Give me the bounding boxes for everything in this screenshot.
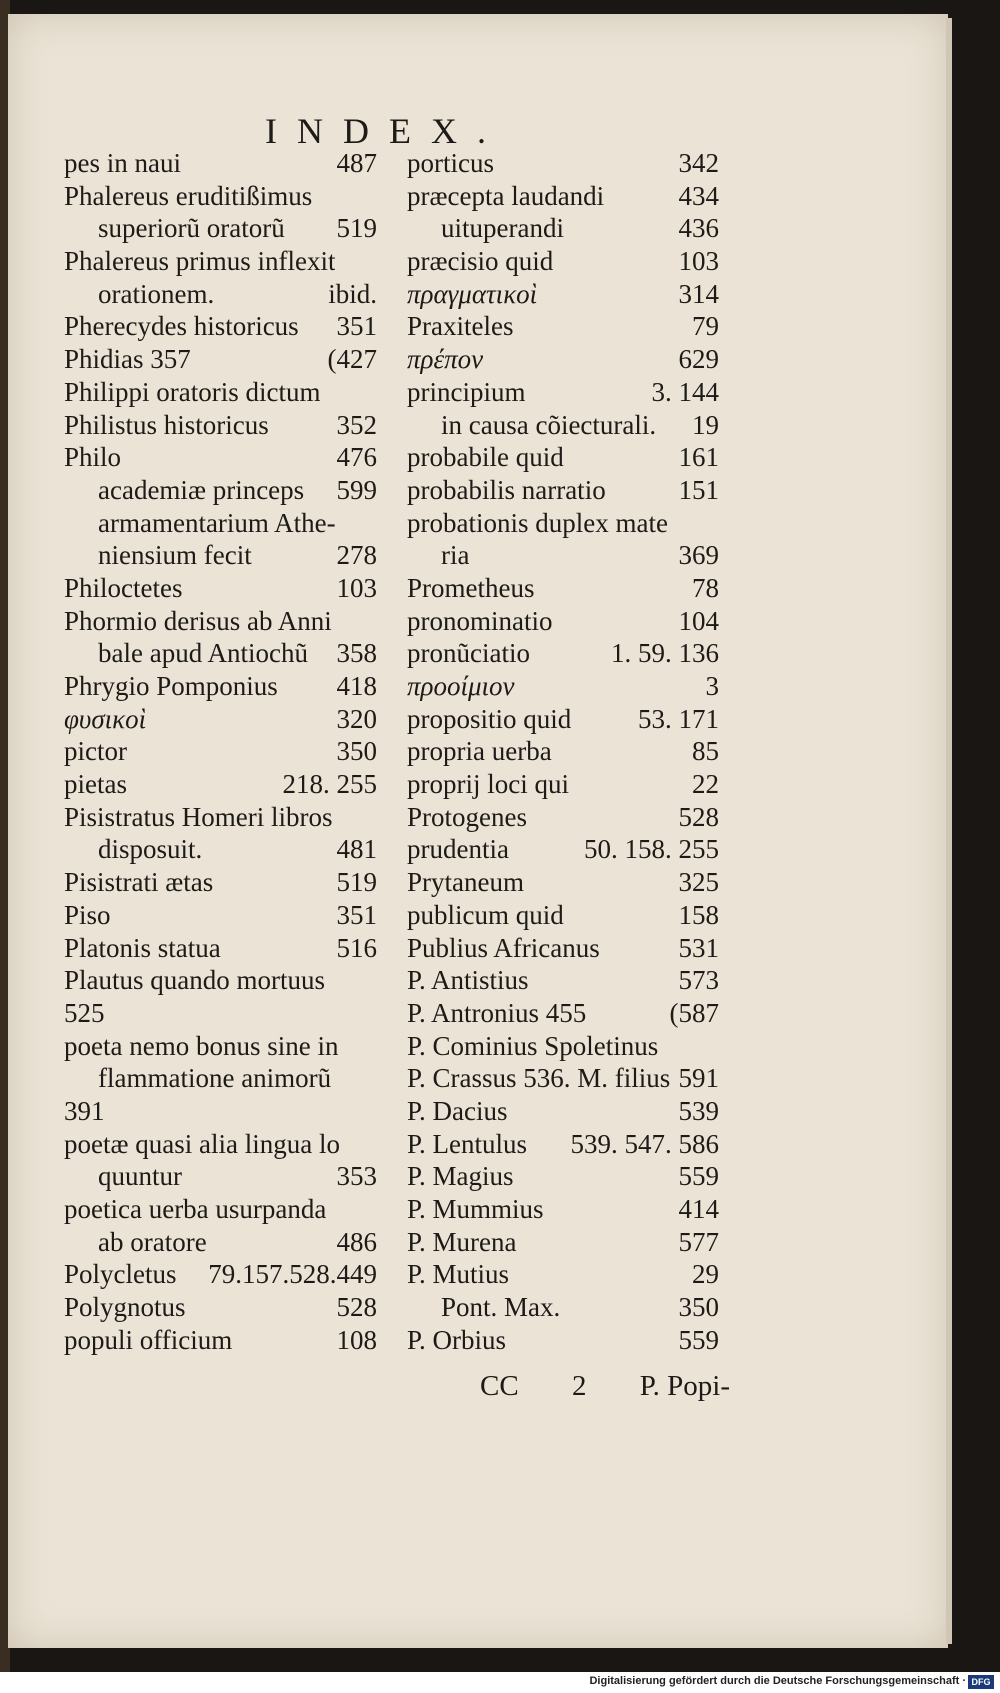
entry-term: Pont. Max. xyxy=(441,1292,561,1323)
entry-page-ref: 591 xyxy=(678,1063,719,1094)
entry-page-ref: 325 xyxy=(678,867,719,898)
entry-term: Pisistratus Homeri libros xyxy=(64,801,333,832)
entry-term: Publius Africanus xyxy=(407,932,600,963)
index-entry xyxy=(407,997,719,1030)
entry-term: poetæ quasi alia lingua lo xyxy=(64,1128,340,1159)
entry-term: uituperandi xyxy=(441,213,564,244)
index-column-right xyxy=(407,147,719,1356)
index-entry xyxy=(64,539,377,572)
entry-term: publicum quid xyxy=(407,899,564,930)
index-entry xyxy=(64,670,377,703)
index-entry xyxy=(64,1193,377,1226)
index-entry xyxy=(64,899,377,932)
index-entry xyxy=(407,147,719,180)
entry-page-ref: 519 xyxy=(336,213,377,244)
entry-page-ref: 218. 255 xyxy=(282,769,377,800)
entry-page-ref: 161 xyxy=(678,442,719,473)
entry-page-ref: 528 xyxy=(336,1292,377,1323)
index-entry xyxy=(64,833,377,866)
catchline xyxy=(480,1370,730,1403)
index-entry xyxy=(407,605,719,638)
page-header: INDEX. xyxy=(265,111,506,151)
index-entry xyxy=(64,997,377,1030)
entry-term: disposuit. xyxy=(98,834,203,865)
entry-term: poetica uerba usurpanda xyxy=(64,1194,327,1224)
entry-page-ref: 487 xyxy=(336,148,377,178)
entry-page-ref: 50. 158. 255 xyxy=(584,834,719,865)
entry-page-ref: 481 xyxy=(336,834,377,865)
index-entry xyxy=(407,1160,719,1193)
index-entry xyxy=(407,768,719,801)
index-entry xyxy=(407,670,719,703)
entry-term: in causa cõiecturali. xyxy=(441,409,657,440)
entry-page-ref: 434 xyxy=(678,180,719,211)
entry-term: pietas xyxy=(64,769,127,800)
entry-term: populi officium xyxy=(64,1324,233,1355)
entry-term: 391 xyxy=(64,1095,105,1126)
footer-bar xyxy=(0,1672,1000,1693)
entry-term: probationis duplex mate xyxy=(407,507,668,538)
index-entry xyxy=(64,474,377,507)
entry-page-ref: 103 xyxy=(336,572,377,603)
entry-page-ref: 528 xyxy=(678,801,719,832)
entry-term: principium xyxy=(407,376,526,407)
entry-term: præcisio quid xyxy=(407,246,554,277)
index-entry xyxy=(407,180,719,213)
entry-term: πρέπον xyxy=(407,344,484,375)
entry-page-ref: 29 xyxy=(692,1259,719,1290)
entry-term: P. Crassus 536. M. filius xyxy=(407,1063,671,1094)
entry-term: Phormio derisus ab Anni xyxy=(64,605,332,636)
index-entry xyxy=(64,212,377,245)
index-entry xyxy=(64,1128,377,1161)
entry-term: προοίμιον xyxy=(407,671,515,701)
index-entry xyxy=(407,1128,719,1161)
index-entry xyxy=(64,1030,377,1063)
entry-page-ref: 436 xyxy=(678,213,719,244)
index-entry xyxy=(407,212,719,245)
entry-term: Piso xyxy=(64,899,111,930)
entry-page-ref: 573 xyxy=(678,965,719,996)
entry-page-ref: 108 xyxy=(336,1324,377,1355)
entry-page-ref: 352 xyxy=(336,409,377,440)
entry-page-ref: 358 xyxy=(336,638,377,669)
index-entry xyxy=(64,245,377,278)
entry-page-ref: 103 xyxy=(678,246,719,277)
entry-page-ref: 79 xyxy=(692,311,719,342)
entry-page-ref: 350 xyxy=(336,736,377,767)
entry-page-ref: 320 xyxy=(336,703,377,734)
entry-page-ref: 539 xyxy=(678,1095,719,1126)
entry-term: Platonis statua xyxy=(64,932,221,963)
entry-page-ref: 350 xyxy=(678,1292,719,1323)
entry-term: Prometheus xyxy=(407,572,535,603)
entry-term: propria uerba xyxy=(407,736,552,767)
entry-term: ab oratore xyxy=(98,1226,207,1257)
entry-page-ref: 516 xyxy=(336,932,377,963)
index-entry xyxy=(407,507,719,540)
index-entry xyxy=(407,409,719,442)
entry-page-ref: 79.157.528.449 xyxy=(208,1259,377,1290)
entry-page-ref: (427 xyxy=(327,344,377,375)
index-entry xyxy=(407,932,719,965)
index-entry xyxy=(64,441,377,474)
entry-page-ref: 3. 144 xyxy=(651,376,719,407)
index-entry xyxy=(407,376,719,409)
index-entry xyxy=(407,245,719,278)
entry-term: P. Antistius xyxy=(407,965,529,996)
entry-page-ref: 353 xyxy=(336,1161,377,1192)
entry-term: P. Murena xyxy=(407,1226,517,1257)
index-entry xyxy=(64,278,377,311)
entry-page-ref: 539. 547. 586 xyxy=(570,1128,719,1159)
index-column-left xyxy=(64,147,377,1356)
entry-page-ref: 53. 171 xyxy=(638,703,719,734)
entry-term: Phalereus primus inflexit xyxy=(64,246,336,277)
entry-page-ref: 476 xyxy=(336,442,377,473)
signature-mark: CC xyxy=(480,1370,519,1402)
entry-term: Philoctetes xyxy=(64,572,183,603)
entry-term: P. Lentulus xyxy=(407,1128,528,1159)
entry-page-ref: 151 xyxy=(678,474,719,505)
entry-term: bale apud Antiochũ xyxy=(98,638,308,669)
index-entry xyxy=(407,1324,719,1357)
entry-page-ref: 629 xyxy=(678,344,719,375)
index-entry xyxy=(407,310,719,343)
entry-term: armamentarium Athe- xyxy=(98,507,336,538)
entry-term: Protogenes xyxy=(407,801,527,832)
entry-term: pictor xyxy=(64,736,127,767)
index-entry xyxy=(407,441,719,474)
leaf-number: 2 xyxy=(571,1370,587,1402)
index-entry xyxy=(407,474,719,507)
index-entry xyxy=(64,703,377,736)
entry-page-ref: 519 xyxy=(336,867,377,898)
entry-term: pronũciatio xyxy=(407,638,530,669)
entry-term: 525 xyxy=(64,997,105,1028)
index-entry xyxy=(407,703,719,736)
entry-term: poeta nemo bonus sine in xyxy=(64,1030,339,1061)
index-entry xyxy=(407,735,719,768)
entry-term: porticus xyxy=(407,148,494,178)
entry-term: Pherecydes historicus xyxy=(64,311,299,342)
entry-term: Praxiteles xyxy=(407,311,514,342)
footer-credit: Digitalisierung gefördert durch die Deutsche Forschungsgemeinschaft · xyxy=(589,1675,966,1687)
entry-term: orationem. xyxy=(98,278,215,309)
entry-term: πραγματικοὶ xyxy=(407,278,538,309)
entry-page-ref: 559 xyxy=(678,1324,719,1355)
entry-page-ref: 158 xyxy=(678,899,719,930)
index-entry xyxy=(64,1095,377,1128)
entry-term: Prytaneum xyxy=(407,867,524,898)
entry-page-ref: 418 xyxy=(336,671,377,701)
index-entry xyxy=(407,899,719,932)
entry-term: niensium fecit xyxy=(98,540,252,571)
index-entry xyxy=(64,735,377,768)
index-entry xyxy=(407,1030,719,1063)
entry-term: Polygnotus xyxy=(64,1292,186,1323)
index-entry xyxy=(64,310,377,343)
index-entry xyxy=(407,572,719,605)
entry-term: P. Mutius xyxy=(407,1259,510,1290)
entry-page-ref: 531 xyxy=(678,932,719,963)
catchword: P. Popi- xyxy=(639,1370,730,1402)
entry-term: quuntur xyxy=(98,1161,182,1192)
entry-page-ref: 22 xyxy=(692,769,719,800)
index-entry xyxy=(407,539,719,572)
index-entry xyxy=(64,507,377,540)
entry-page-ref: 85 xyxy=(692,736,719,767)
index-entry xyxy=(64,572,377,605)
entry-term: academiæ princeps xyxy=(98,474,305,505)
index-entry xyxy=(64,1226,377,1259)
entry-term: pronominatio xyxy=(407,605,553,636)
entry-page-ref: 486 xyxy=(336,1226,377,1257)
index-entry xyxy=(64,1291,377,1324)
entry-term: Phrygio Pomponius xyxy=(64,671,278,701)
entry-term: probabile quid xyxy=(407,442,564,473)
index-entry xyxy=(64,180,377,213)
entry-page-ref: ibid. xyxy=(328,278,377,309)
entry-page-ref: 19 xyxy=(692,409,719,440)
index-entry xyxy=(64,147,377,180)
entry-term: P. Orbius xyxy=(407,1324,507,1355)
entry-page-ref: (587 xyxy=(669,997,719,1028)
entry-term: propositio quid xyxy=(407,703,572,734)
entry-term: superiorũ oratorũ xyxy=(98,213,285,244)
index-entry xyxy=(64,1324,377,1357)
entry-term: Philistus historicus xyxy=(64,409,269,440)
entry-term: Philippi oratoris dictum xyxy=(64,376,321,407)
entry-term: Phidias 357 xyxy=(64,344,191,375)
index-entry xyxy=(407,866,719,899)
entry-term: Plautus quando mortuus xyxy=(64,965,325,996)
index-entry xyxy=(407,278,719,311)
entry-page-ref: 369 xyxy=(678,540,719,571)
entry-term: Polycletus xyxy=(64,1259,177,1290)
index-entry xyxy=(64,1258,377,1291)
entry-term: præcepta laudandi xyxy=(407,180,605,211)
index-entry xyxy=(64,605,377,638)
index-entry xyxy=(64,409,377,442)
index-entry xyxy=(407,637,719,670)
index-entry xyxy=(64,768,377,801)
entry-term: proprij loci qui xyxy=(407,769,569,800)
index-entry xyxy=(407,964,719,997)
entry-page-ref: 559 xyxy=(678,1161,719,1192)
entry-term: φυσικοὶ xyxy=(64,703,147,734)
index-entry xyxy=(64,1160,377,1193)
entry-page-ref: 342 xyxy=(678,148,719,178)
entry-term: flammatione animorũ xyxy=(98,1063,332,1094)
entry-term: pes in naui xyxy=(64,148,181,178)
index-entry xyxy=(64,376,377,409)
entry-page-ref: 3 xyxy=(705,671,719,701)
index-entry xyxy=(407,1291,719,1324)
index-entry xyxy=(407,1095,719,1128)
index-entry xyxy=(64,1062,377,1095)
entry-term: ria xyxy=(441,540,470,571)
entry-page-ref: 414 xyxy=(678,1194,719,1224)
entry-term: Pisistrati ætas xyxy=(64,867,214,898)
index-entry xyxy=(64,964,377,997)
entry-page-ref: 104 xyxy=(678,605,719,636)
index-entry xyxy=(407,1258,719,1291)
entry-term: prudentia xyxy=(407,834,509,865)
entry-page-ref: 1. 59. 136 xyxy=(611,638,719,669)
entry-term: P. Cominius Spoletinus xyxy=(407,1030,659,1061)
entry-page-ref: 351 xyxy=(336,311,377,342)
entry-term: P. Mummius xyxy=(407,1194,544,1224)
index-entry xyxy=(64,866,377,899)
entry-term: P. Magius xyxy=(407,1161,514,1192)
index-entry xyxy=(407,833,719,866)
index-entry xyxy=(407,1226,719,1259)
dfg-logo: DFG xyxy=(968,1675,994,1689)
entry-term: P. Dacius xyxy=(407,1095,508,1126)
entry-term: Philo xyxy=(64,442,122,473)
page-edge xyxy=(946,18,952,1644)
entry-page-ref: 78 xyxy=(692,572,719,603)
entry-term: probabilis narratio xyxy=(407,474,606,505)
entry-page-ref: 351 xyxy=(336,899,377,930)
entry-page-ref: 278 xyxy=(336,540,377,571)
index-entry xyxy=(64,932,377,965)
index-entry xyxy=(407,1062,719,1095)
entry-term: Phalereus eruditißimus xyxy=(64,180,313,211)
index-entry xyxy=(64,637,377,670)
index-entry xyxy=(407,343,719,376)
index-entry xyxy=(407,1193,719,1226)
index-entry xyxy=(407,801,719,834)
index-entry xyxy=(64,343,377,376)
entry-page-ref: 577 xyxy=(678,1226,719,1257)
entry-page-ref: 314 xyxy=(678,278,719,309)
entry-page-ref: 599 xyxy=(336,474,377,505)
entry-term: P. Antronius 455 xyxy=(407,997,587,1028)
index-entry xyxy=(64,801,377,834)
